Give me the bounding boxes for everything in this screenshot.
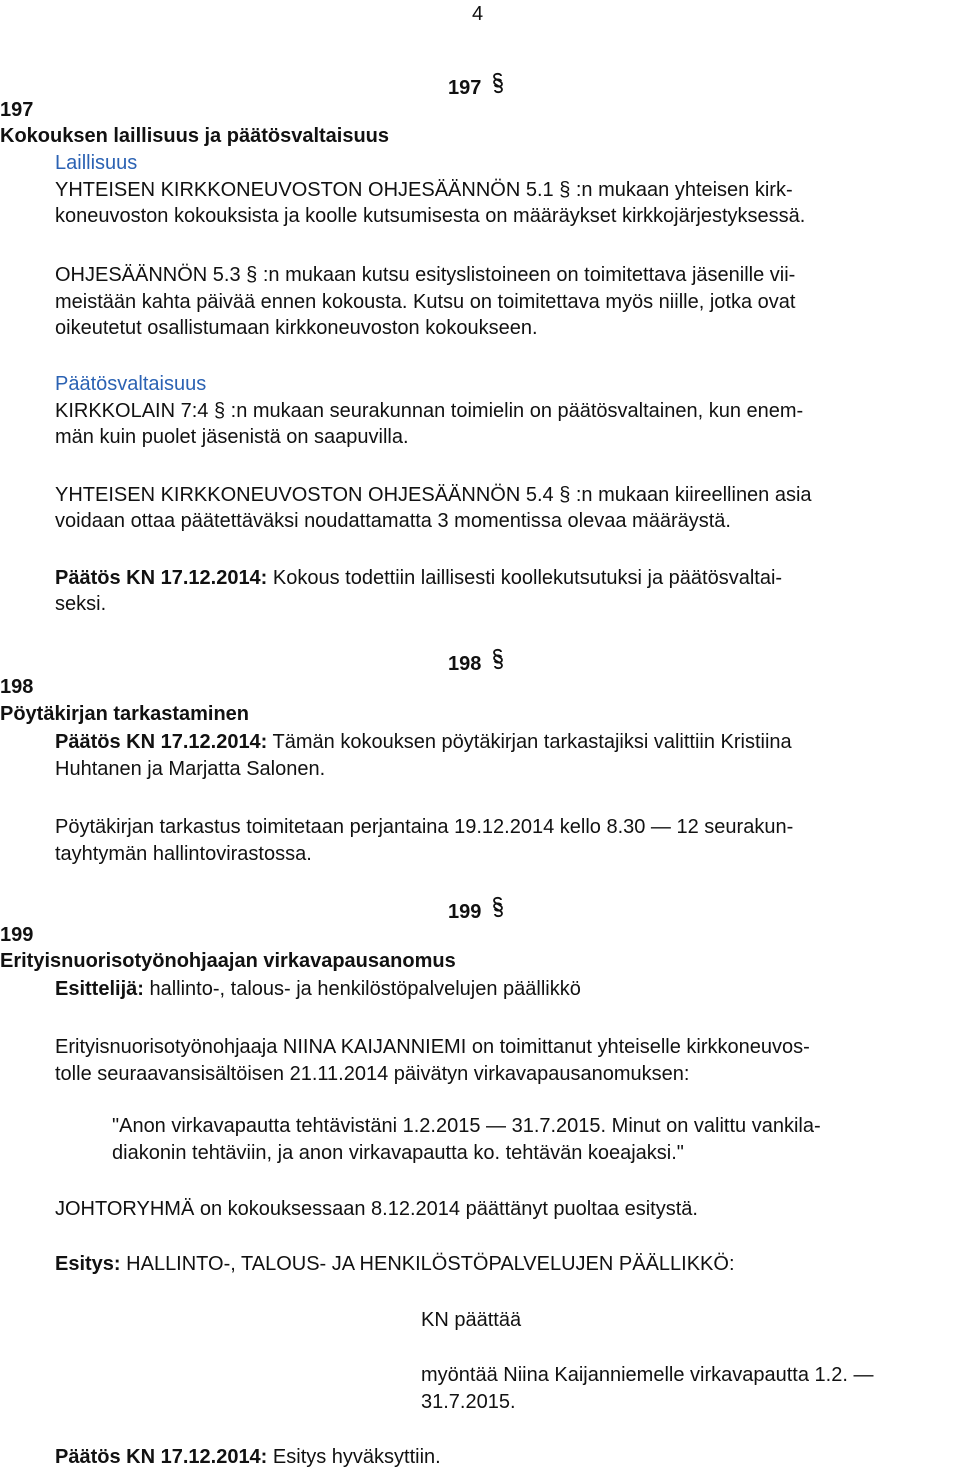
s199-quote-line2: diakonin tehtäviin, ja anon virkavapautta ko. tehtävän koeajaksi." (112, 1142, 684, 1164)
subheading-quorum: Päätösvaltaisuus (55, 373, 207, 395)
s199-quote-line1: "Anon virkavapautta tehtävistäni 1.2.2015 — 31.7.2015. Minut on valittu vankila- (112, 1115, 821, 1137)
section-sign-icon (491, 72, 505, 94)
page-number: 4 (472, 3, 484, 25)
s197-decision-line2: seksi. (55, 593, 107, 615)
s197-p1-line2: koneuvoston kokouksista ja koolle kutsumisesta on määräykset kirkkojärjestyksessä. (55, 205, 806, 227)
presenter-label: Esittelijä: (55, 978, 144, 1000)
s199-p1-line1: Erityisnuorisotyönohjaaja NIINA KAIJANNIEMI on toimittanut yhteiselle kirkkoneuvos- (55, 1036, 810, 1058)
proposal-label: Esitys: (55, 1253, 121, 1275)
section-sign-icon (491, 896, 505, 918)
s198-p1-line1: Pöytäkirjan tarkastus toimitetaan perjantaina 19.12.2014 kello 8.30 — 12 seurakun- (55, 816, 794, 838)
section-198-title: Pöytäkirjan tarkastaminen (0, 703, 249, 725)
s199-grant-line1: myöntää Niina Kaijanniemelle virkavapautta 1.2. — (421, 1364, 874, 1386)
section-header-number: 199 (448, 901, 482, 923)
decision-label: Päätös KN 17.12.2014: (55, 1446, 268, 1468)
s197-p3-line2: män kuin puolet jäsenistä on saapuvilla. (55, 426, 409, 448)
section-199-title: Erityisnuorisotyönohjaajan virkavapausanomus (0, 950, 456, 972)
s197-p4-line1: YHTEISEN KIRKKONEUVOSTON OHJESÄÄNNÖN 5.4 § :n mukaan kiireellinen asia (55, 484, 812, 506)
s199-presenter (55, 977, 581, 1001)
section-198-header (448, 648, 505, 676)
decision-label: Päätös KN 17.12.2014: (55, 567, 268, 589)
section-199-number: 199 (0, 924, 34, 946)
s199-grant-line2: 31.7.2015. (421, 1391, 516, 1413)
s199-kn-decides: KN päättää (421, 1309, 522, 1331)
s197-p2-line2: meistään kahta päivää ennen kokousta. Kutsu on toimitettava myös niille, jotka ovat (55, 291, 796, 313)
decision-label: Päätös KN 17.12.2014: (55, 731, 268, 753)
s198-p1-line2: tayhtymän hallintovirastossa. (55, 843, 312, 865)
s197-p2-line1: OHJESÄÄNNÖN 5.3 § :n mukaan kutsu esityslistoineen on toimitettava jäsenille vii- (55, 264, 796, 286)
section-198-number: 198 (0, 676, 34, 698)
s199-p2: JOHTORYHMÄ on kokouksessaan 8.12.2014 päättänyt puoltaa esitystä. (55, 1198, 698, 1220)
proposal-text: HALLINTO-, TALOUS- JA HENKILÖSTÖPALVELUJEN PÄÄLLIKKÖ: (126, 1253, 735, 1275)
section-header-number: 197 (448, 77, 482, 99)
s197-p4-line2: voidaan ottaa päätettäväksi noudattamatta 3 momentissa olevaa määräystä. (55, 510, 731, 532)
presenter-text: hallinto-, talous- ja henkilöstöpalvelujen päällikkö (149, 978, 581, 1000)
s197-p2-line3: oikeutetut osallistumaan kirkkoneuvoston kokoukseen. (55, 317, 538, 339)
section-header-number: 198 (448, 653, 482, 675)
section-199-header (448, 896, 505, 924)
s197-decision-line1 (55, 566, 782, 590)
section-197-number: 197 (0, 99, 34, 121)
s197-p3-line1: KIRKKOLAIN 7:4 § :n mukaan seurakunnan toimielin on päätösvaltainen, kun enem- (55, 400, 804, 422)
section-197-title: Kokouksen laillisuus ja päätösvaltaisuus (0, 125, 390, 147)
s197-p1-line1: YHTEISEN KIRKKONEUVOSTON OHJESÄÄNNÖN 5.1 § :n mukaan yhteisen kirk- (55, 179, 793, 201)
section-197-header (448, 72, 505, 100)
s198-decision-line1 (55, 730, 792, 754)
section-sign-icon (491, 648, 505, 670)
s199-p1-line2: tolle seuraavansisältöisen 21.11.2014 päivätyn virkavapausanomuksen: (55, 1063, 690, 1085)
s199-proposal (55, 1252, 735, 1276)
s199-decision (55, 1445, 441, 1469)
decision-text: Tämän kokouksen pöytäkirjan tarkastajiksi valittiin Kristiina (272, 731, 792, 753)
subheading-legality: Laillisuus (55, 152, 138, 174)
decision-text: Kokous todettiin laillisesti koollekutsutuksi ja päätösvaltai- (272, 567, 783, 589)
decision-text: Esitys hyväksyttiin. (272, 1446, 441, 1468)
s198-decision-line2: Huhtanen ja Marjatta Salonen. (55, 758, 326, 780)
